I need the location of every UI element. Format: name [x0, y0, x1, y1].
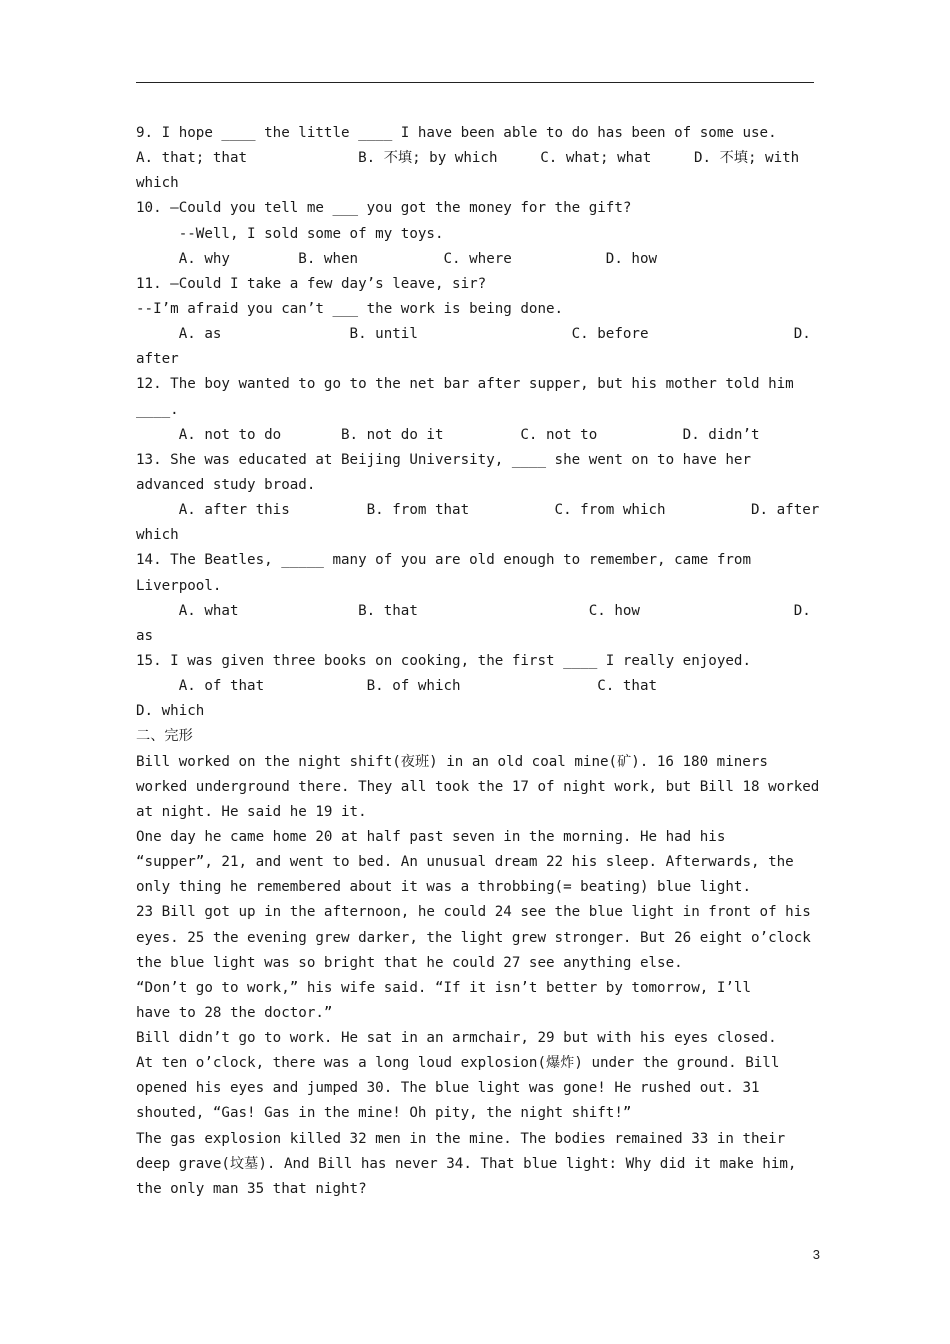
- text-line: A. as B. until C. before D.: [136, 326, 811, 343]
- text-line: “supper”, 21, and went to bed. An unusual dream 22 his sleep. Afterwards, the: [136, 854, 794, 871]
- text-line: ____.: [136, 401, 179, 418]
- text-line: worked underground there. They all took the 17 of night work, but Bill 18 worked: [136, 778, 820, 795]
- text-line: which: [136, 175, 179, 192]
- text-line: Bill worked on the night shift(夜班) in an old coal mine(矿). 16 180 miners: [136, 753, 768, 770]
- text-line: Liverpool.: [136, 577, 222, 594]
- text-line: A. what B. that C. how D.: [136, 602, 811, 619]
- text-line: A. of that B. of which C. that: [136, 678, 658, 695]
- header-rule: [136, 82, 814, 83]
- text-line: At ten o’clock, there was a long loud explosion(爆炸) under the ground. Bill: [136, 1055, 780, 1072]
- text-line: 14. The Beatles, _____ many of you are old enough to remember, came from: [136, 552, 751, 569]
- text-line: One day he came home 20 at half past seven in the morning. He had his: [136, 828, 726, 845]
- section-heading: 二、完形: [136, 728, 193, 745]
- text-line: opened his eyes and jumped 30. The blue light was gone! He rushed out. 31: [136, 1080, 760, 1097]
- text-line: A. after this B. from that C. from which D. after: [136, 502, 820, 519]
- text-line: advanced study broad.: [136, 476, 316, 493]
- text-line: the only man 35 that night?: [136, 1180, 367, 1197]
- text-line: which: [136, 527, 179, 544]
- text-line: A. not to do B. not do it C. not to D. didn’t: [136, 426, 760, 443]
- text-line: only thing he remembered about it was a throbbing(= beating) blue light.: [136, 879, 751, 896]
- text-line: 15. I was given three books on cooking, the first ____ I really enjoyed.: [136, 652, 751, 669]
- text-line: 10. –Could you tell me ___ you got the money for the gift?: [136, 200, 632, 217]
- text-line: --I’m afraid you can’t ___ the work is being done.: [136, 300, 564, 317]
- text-line: Bill didn’t go to work. He sat in an armchair, 29 but with his eyes closed.: [136, 1030, 777, 1047]
- text-line: A. that; that B. 不填; by which C. what; what D. 不填; with: [136, 150, 800, 167]
- text-line: 23 Bill got up in the afternoon, he could 24 see the blue light in front of his: [136, 904, 811, 921]
- page-number: 3: [812, 1247, 820, 1262]
- text-line: as: [136, 627, 154, 644]
- document-body: [136, 121, 820, 1202]
- text-line: D. which: [136, 703, 205, 720]
- text-line: at night. He said he 19 it.: [136, 803, 367, 820]
- text-line: 9. I hope ____ the little ____ I have been able to do has been of some use.: [136, 125, 777, 141]
- text-line: eyes. 25 the evening grew darker, the light grew stronger. But 26 eight o’clock: [136, 929, 811, 946]
- text-line: shouted, “Gas! Gas in the mine! Oh pity, the night shift!”: [136, 1105, 632, 1122]
- text-line: A. why B. when C. where D. how: [136, 250, 658, 267]
- text-line: the blue light was so bright that he could 27 see anything else.: [136, 954, 683, 971]
- text-line: 13. She was educated at Beijing University, ____ she went on to have her: [136, 451, 751, 468]
- text-line: after: [136, 351, 179, 368]
- text-line: --Well, I sold some of my toys.: [136, 225, 444, 242]
- text-line: The gas explosion killed 32 men in the mine. The bodies remained 33 in their: [136, 1130, 786, 1147]
- text-line: “Don’t go to work,” his wife said. “If it isn’t better by tomorrow, I’ll: [136, 979, 751, 996]
- text-line: 11. –Could I take a few day’s leave, sir?: [136, 275, 487, 292]
- text-line: 12. The boy wanted to go to the net bar after supper, but his mother told him: [136, 376, 794, 393]
- text-line: have to 28 the doctor.”: [136, 1004, 333, 1021]
- text-line: deep grave(坟墓). And Bill has never 34. That blue light: Why did it make him,: [136, 1155, 797, 1172]
